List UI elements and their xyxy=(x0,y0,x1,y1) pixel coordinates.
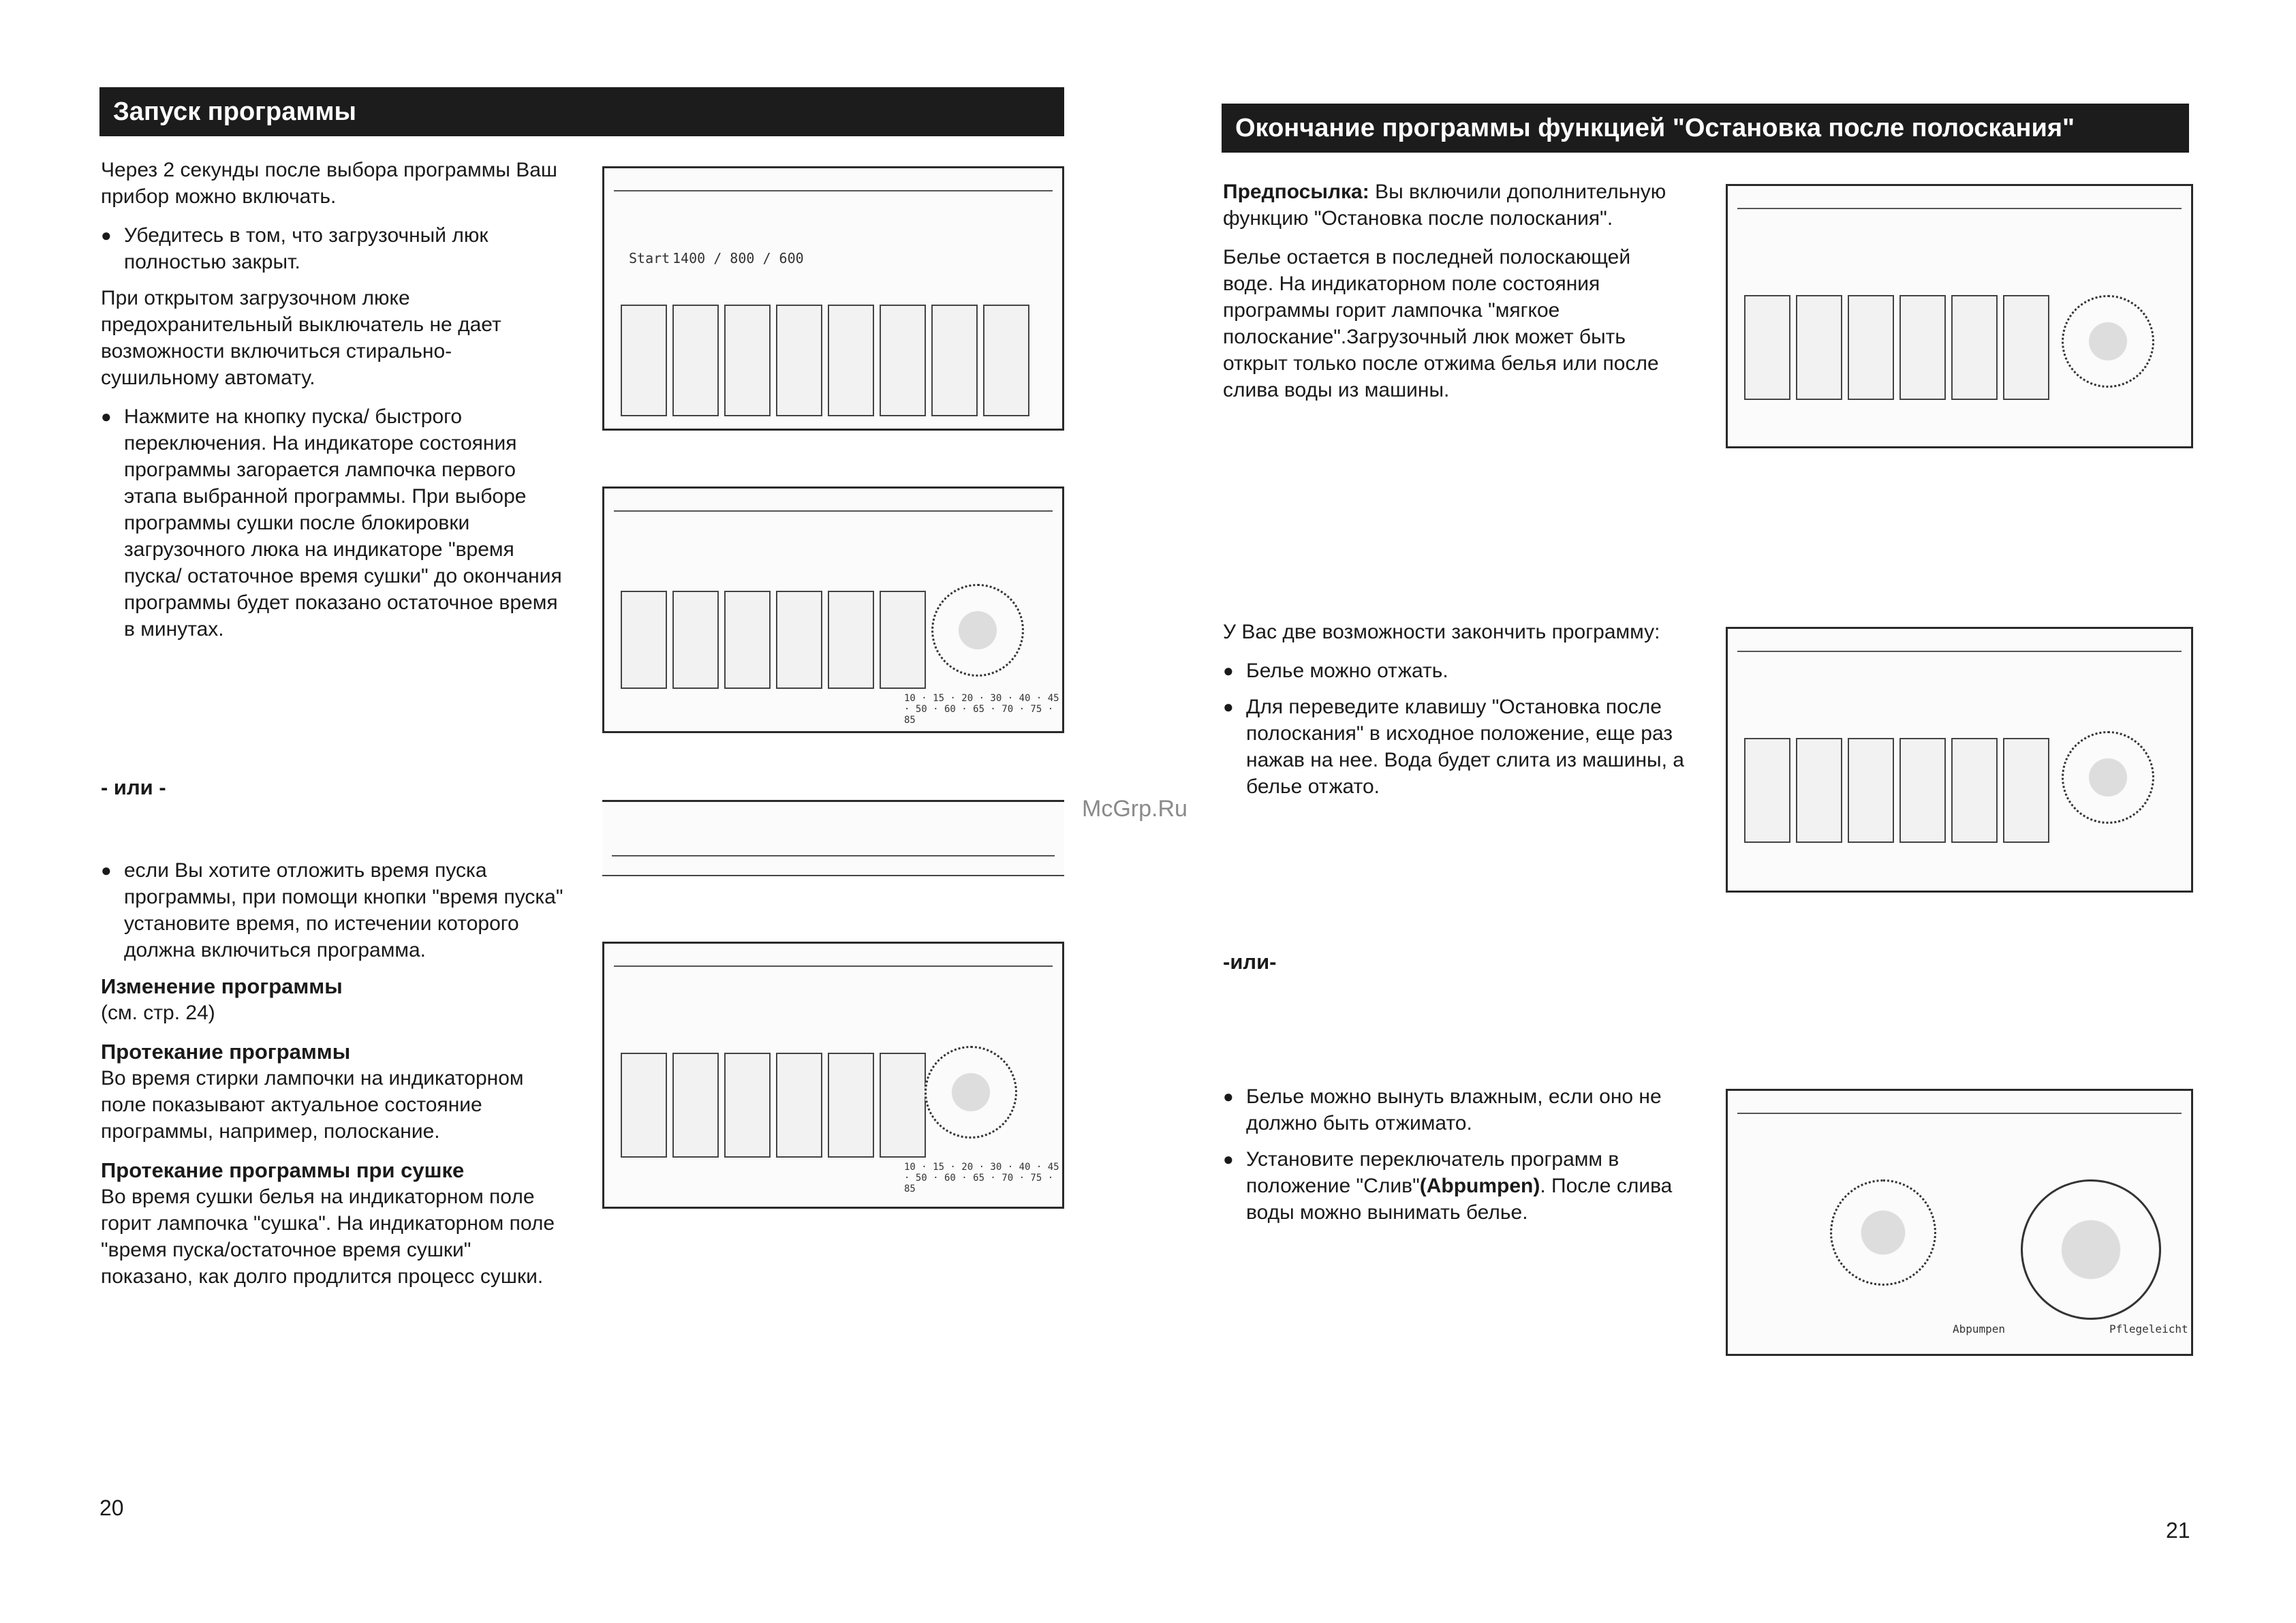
indicator-slots xyxy=(1744,738,2049,840)
indicator-slot xyxy=(672,305,719,416)
page-reference: (см. стр. 24) xyxy=(101,1002,215,1024)
section-banner-end: Окончание программы функцией "Остановка после полоскания" xyxy=(1222,104,2189,153)
indicator-slot xyxy=(776,591,822,689)
indicator-slot xyxy=(672,1053,719,1158)
control-panel-figure xyxy=(602,486,1064,733)
timer-dial xyxy=(925,1046,1017,1139)
indicator-slot xyxy=(828,591,874,689)
page-number: 21 xyxy=(2166,1518,2190,1543)
program-selector-figure xyxy=(1726,1089,2193,1356)
paragraph xyxy=(1223,179,1686,232)
bullet-text-part: . После слива воды можно вынимать белье. xyxy=(1246,1175,1673,1224)
indicator-slots xyxy=(621,1053,926,1155)
bullet-text: Белье можно отжать. xyxy=(1246,660,1448,682)
indicator-slot xyxy=(1899,738,1946,843)
paragraph: Через 2 секунды после выбора программы Ваш прибор можно включать. xyxy=(101,159,557,208)
panel-label-strip xyxy=(1737,645,2182,652)
indicator-slot xyxy=(880,305,926,416)
indicator-slots xyxy=(1744,295,2049,397)
indicator-slot xyxy=(621,591,667,689)
indicator-slot xyxy=(828,1053,874,1158)
control-panel-figure xyxy=(1726,627,2193,893)
indicator-slot xyxy=(724,1053,771,1158)
abpumpen-position-label: Abpumpen xyxy=(1953,1323,2006,1335)
bullet-text-part: Установите переключатель программ в положение "Слив" xyxy=(1246,1148,1619,1197)
timer-dial xyxy=(2062,731,2154,824)
premise-text: Вы включили дополнительную функцию "Остановка после полоскания". xyxy=(1223,181,1666,230)
control-panel-figure xyxy=(602,942,1064,1209)
indicator-slot xyxy=(724,305,771,416)
spin-speed-label: 1400 / 800 / 600 xyxy=(672,250,804,266)
indicator-slot xyxy=(1951,738,1998,843)
watermark: McGrp.Ru xyxy=(1082,796,1188,822)
indicator-slot xyxy=(672,591,719,689)
control-panel-figure xyxy=(1726,184,2193,448)
bullet-icon: ● xyxy=(101,225,112,245)
timer-dial xyxy=(931,584,1024,677)
or-separator: -или- xyxy=(1223,950,1277,974)
subheading: Протекание программы xyxy=(101,1040,351,1064)
bullet-icon: ● xyxy=(1223,660,1234,681)
start-label: Start xyxy=(629,250,670,266)
panel-label-strip xyxy=(614,960,1053,967)
indicator-slot xyxy=(1744,738,1790,843)
bullet-icon: ● xyxy=(101,860,112,880)
subheading: Изменение программы xyxy=(101,974,343,998)
abpumpen-label: (Abpumpen) xyxy=(1419,1175,1540,1197)
indicator-slots xyxy=(621,305,1029,414)
paragraph: Во время стирки лампочки на индикаторном поле показывают актуальное состояние программы, например, полоскание. xyxy=(101,1067,524,1143)
right-text-column-mid xyxy=(1223,619,1686,809)
bullet-item xyxy=(1223,1146,1686,1226)
indicator-slot xyxy=(2003,295,2049,400)
timer-dial-scale: 10 · 15 · 20 · 30 · 40 · 45 · 50 · 60 · 65 · 70 · 75 · 85 xyxy=(904,1162,1059,1194)
indicator-slot xyxy=(931,305,978,416)
indicator-slot xyxy=(776,1053,822,1158)
panel-label-strip xyxy=(612,850,1055,856)
panel-label-strip xyxy=(1737,1107,2182,1114)
panel-label-strip xyxy=(1737,202,2182,209)
bullet-item xyxy=(101,857,564,963)
control-panel-figure xyxy=(602,166,1064,431)
subheading: Протекание программы при сушке xyxy=(101,1158,465,1182)
paragraph: Во время сушки белья на индикаторном поле горит лампочка "сушка". На индикаторном поле "время пуска/остаточное время сушки" показано, как долго продлится процесс сушки. xyxy=(101,1186,555,1288)
paragraph: При открытом загрузочном люке предохранительный выключатель не дает возможности включиться стирально-сушильному автомату. xyxy=(101,287,501,389)
pflegeleicht-label: Pflegeleicht xyxy=(2109,1323,2188,1335)
indicator-slot xyxy=(983,305,1029,416)
indicator-slot xyxy=(880,1053,926,1158)
section-banner-start: Запуск программы xyxy=(99,87,1064,136)
bullet-item xyxy=(101,403,564,643)
bullet-text: Нажмите на кнопку пуска/ быстрого переключения. На индикаторе состояния программы загорается лампочка первого этапа выбранной программы. При выборе программы сушки после блокировки загрузочного люка на индикаторе "время пуска/ остаточное время сушки" до окончания программы будет показано остаточное время в минутах. xyxy=(124,405,562,640)
indicator-slot xyxy=(1848,738,1894,843)
bullet-icon: ● xyxy=(1223,1086,1234,1107)
bullet-icon: ● xyxy=(1223,1149,1234,1169)
indicator-slots xyxy=(621,591,926,686)
bullet-text: Для переведите клавишу "Остановка после полоскания" в исходное положение, еще раз нажав на нее. Вода будет слита из машины, а белье отжато. xyxy=(1246,696,1684,798)
indicator-slot xyxy=(724,591,771,689)
indicator-slot xyxy=(1744,295,1790,400)
bullet-item xyxy=(1223,658,1686,684)
timer-dial xyxy=(2062,295,2154,388)
right-page xyxy=(1148,0,2296,1623)
page-number: 20 xyxy=(99,1496,124,1520)
right-text-column-lower xyxy=(1223,1083,1686,1235)
indicator-slot xyxy=(880,591,926,689)
bullet-text: если Вы хотите отложить время пуска программы, при помощи кнопки "время пуска" установите время, по истечении которого должна включиться программа. xyxy=(124,859,563,961)
premise-label: Предпосылка: xyxy=(1223,181,1369,203)
program-selector-knob xyxy=(2021,1179,2161,1320)
paragraph: Белье остается в последней полоскающей воде. На индикаторном поле состояния программы горит лампочка "мягкое полоскание".Загрузочный люк может быть открыт только после отжима белья или после слива воды из машины. xyxy=(1223,246,1659,401)
panel-label-strip xyxy=(614,505,1053,512)
bullet-text xyxy=(1246,1146,1686,1226)
or-separator: - или - xyxy=(101,775,166,799)
indicator-slot xyxy=(828,305,874,416)
panel-label-strip xyxy=(614,185,1053,191)
left-text-column xyxy=(101,157,564,652)
bullet-icon: ● xyxy=(1223,696,1234,717)
indicator-slot xyxy=(1848,295,1894,400)
timer-dial-scale: 10 · 15 · 20 · 30 · 40 · 45 · 50 · 60 · 65 · 70 · 75 · 85 xyxy=(904,693,1059,726)
indicator-slot xyxy=(2003,738,2049,843)
indicator-slot xyxy=(776,305,822,416)
indicator-slot xyxy=(621,1053,667,1158)
indicator-slot xyxy=(621,305,667,416)
indicator-slot xyxy=(1951,295,1998,400)
right-text-column xyxy=(1223,179,1686,416)
paragraph: У Вас две возможности закончить программу: xyxy=(1223,621,1660,643)
left-text-column-lower xyxy=(101,857,564,1302)
indicator-slot xyxy=(1796,738,1842,843)
bullet-icon: ● xyxy=(101,406,112,427)
bullet-item xyxy=(101,222,564,275)
bullet-item xyxy=(1223,694,1686,800)
control-panel-strip xyxy=(602,800,1064,876)
indicator-slot xyxy=(1796,295,1842,400)
bullet-text: Белье можно вынуть влажным, если оно не должно быть отжимато. xyxy=(1246,1085,1662,1134)
indicator-slot xyxy=(1899,295,1946,400)
bullet-text: Убедитесь в том, что загрузочный люк полностью закрыт. xyxy=(124,224,488,273)
timer-dial xyxy=(1830,1179,1936,1286)
bullet-item xyxy=(1223,1083,1686,1137)
